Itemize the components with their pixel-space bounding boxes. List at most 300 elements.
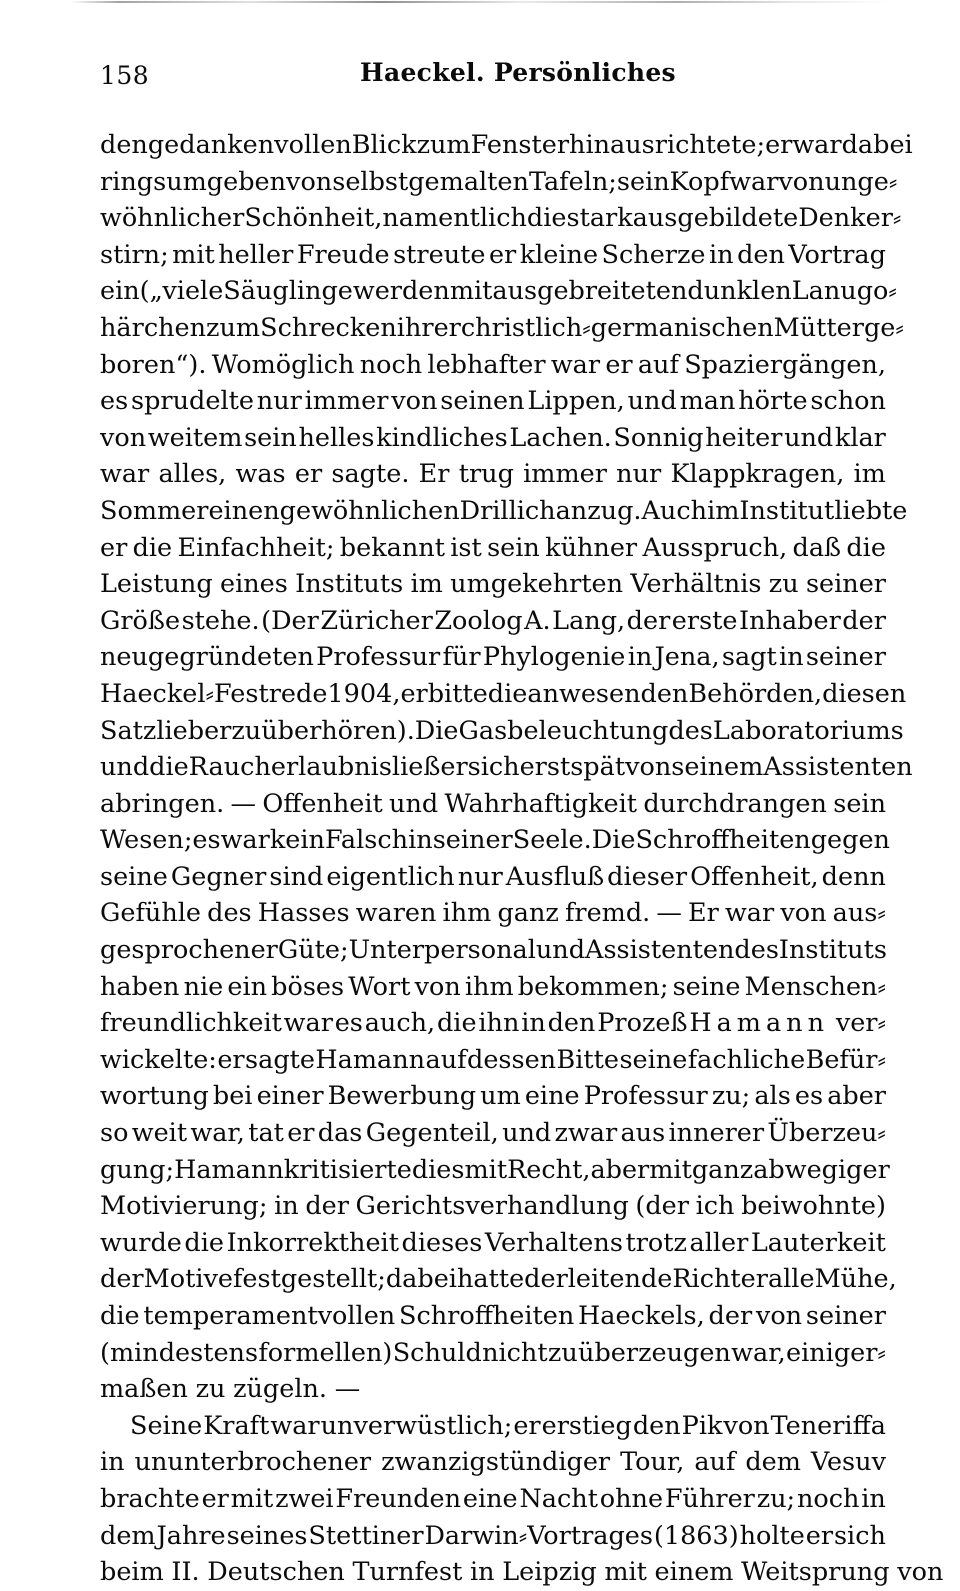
word: Gerichtsverhandlung bbox=[355, 1191, 629, 1222]
word: gesprochener bbox=[100, 935, 278, 966]
word: helles bbox=[298, 422, 375, 453]
word: im bbox=[707, 495, 740, 526]
word: zu; bbox=[711, 1081, 751, 1112]
word: von bbox=[391, 386, 438, 417]
word: der bbox=[305, 1191, 349, 1222]
word: durchdrangen bbox=[643, 788, 827, 819]
word: bitte bbox=[427, 678, 488, 709]
text-line bbox=[100, 310, 904, 347]
word: maßen bbox=[100, 1374, 188, 1405]
word: nicht bbox=[482, 1337, 548, 1368]
word: nie bbox=[183, 971, 224, 1002]
word: einem bbox=[654, 1557, 734, 1588]
text-line bbox=[100, 200, 902, 237]
word bbox=[689, 1005, 834, 1042]
word: seine bbox=[100, 861, 168, 892]
word: Lachen. bbox=[509, 422, 612, 453]
word: seinen bbox=[440, 386, 525, 417]
word: formellen) bbox=[258, 1337, 393, 1368]
running-head bbox=[100, 58, 886, 92]
text-line bbox=[100, 1152, 890, 1189]
word: unge⸗ bbox=[824, 166, 898, 197]
word: dieser bbox=[607, 861, 688, 892]
word: Gegner bbox=[170, 861, 267, 892]
word: des bbox=[207, 898, 252, 929]
word: und bbox=[784, 422, 834, 453]
text-line bbox=[100, 1335, 886, 1372]
word: schon bbox=[810, 386, 886, 417]
word: abwegiger bbox=[753, 1154, 890, 1185]
word: (der bbox=[635, 1191, 689, 1222]
word: ein bbox=[100, 276, 140, 307]
word: von bbox=[778, 166, 825, 197]
word: Hasses bbox=[257, 898, 350, 929]
word: Gegenteil, bbox=[365, 1118, 499, 1149]
word: trotz bbox=[625, 1227, 687, 1258]
word: aber bbox=[827, 1081, 886, 1112]
word: erstieg bbox=[541, 1410, 632, 1441]
word: und bbox=[535, 935, 586, 966]
word: von bbox=[897, 1557, 944, 1588]
word: für bbox=[442, 642, 481, 673]
word: eines bbox=[220, 569, 288, 600]
word: Die bbox=[414, 715, 459, 746]
word: Assistenten bbox=[763, 752, 913, 783]
word: in bbox=[408, 825, 433, 856]
word: fachliche bbox=[687, 1044, 806, 1075]
word: er bbox=[440, 752, 468, 783]
text-line bbox=[100, 493, 908, 530]
text-line bbox=[100, 859, 886, 896]
word: dies bbox=[411, 1154, 465, 1185]
word: — bbox=[334, 1374, 361, 1405]
word: Inhaber bbox=[739, 605, 841, 636]
word: umgekehrten bbox=[450, 569, 624, 600]
word: Instituts bbox=[295, 569, 404, 600]
word: Gasbeleuchtung bbox=[458, 715, 669, 746]
word: war bbox=[100, 459, 150, 490]
word: (1863) bbox=[653, 1520, 739, 1551]
word: tat bbox=[248, 1118, 284, 1149]
word: Einfachheit; bbox=[177, 532, 335, 563]
word: Seine bbox=[130, 1410, 203, 1441]
word: („viele bbox=[139, 276, 224, 307]
word: freundlichkeit bbox=[100, 1008, 282, 1039]
word: der bbox=[842, 605, 886, 636]
word: man bbox=[679, 386, 736, 417]
word: seines bbox=[226, 1520, 308, 1551]
word: immer bbox=[523, 459, 607, 490]
word: lieber bbox=[156, 715, 232, 746]
word: waren bbox=[355, 898, 437, 929]
word: Lauterkeit bbox=[750, 1227, 886, 1258]
word: war, bbox=[190, 1118, 245, 1149]
word: den bbox=[100, 130, 148, 160]
word: er bbox=[605, 349, 633, 380]
word: auf bbox=[637, 349, 679, 380]
word: Nacht bbox=[519, 1483, 598, 1514]
text-line bbox=[100, 1042, 886, 1079]
word: der bbox=[524, 1264, 568, 1295]
word: Schönheit, bbox=[244, 203, 383, 234]
word: von bbox=[414, 971, 461, 1002]
text-line bbox=[100, 1261, 897, 1298]
word: von bbox=[723, 1410, 770, 1441]
word: sprudelte bbox=[131, 386, 254, 417]
word: und bbox=[502, 1118, 552, 1149]
text-line bbox=[100, 932, 886, 969]
text-line bbox=[100, 1444, 886, 1481]
word: Züricher bbox=[320, 605, 433, 636]
word: liebte bbox=[834, 495, 908, 526]
word: Motivierung; bbox=[100, 1191, 268, 1222]
word: Sommer bbox=[100, 495, 209, 526]
word: der bbox=[708, 1301, 753, 1331]
word: dunklen bbox=[687, 276, 792, 307]
word: den bbox=[547, 1008, 596, 1039]
word: aus⸗ bbox=[832, 898, 886, 929]
word: sagt bbox=[721, 642, 777, 673]
text-line bbox=[100, 969, 886, 1006]
word: Jena, bbox=[654, 642, 720, 673]
word: A. bbox=[524, 605, 551, 636]
word: kindliches bbox=[376, 422, 508, 453]
word: in bbox=[861, 1483, 886, 1514]
word: Spaziergängen, bbox=[684, 349, 886, 380]
text-line bbox=[100, 1078, 886, 1115]
word: war, bbox=[731, 1337, 786, 1368]
word: er bbox=[217, 1044, 245, 1075]
word: von bbox=[780, 898, 827, 929]
word: Pik bbox=[681, 1410, 723, 1441]
word: Deutschen bbox=[207, 1557, 345, 1588]
word: eigentlich bbox=[326, 861, 455, 892]
word: kleine bbox=[519, 239, 599, 270]
word: wortung bbox=[100, 1081, 209, 1112]
word: überhören). bbox=[261, 715, 415, 746]
word: stirn; bbox=[100, 239, 169, 270]
word: Blick bbox=[351, 130, 417, 160]
word: erst bbox=[519, 752, 571, 783]
word: Jahre bbox=[156, 1520, 226, 1551]
word: Phylogenie bbox=[482, 642, 626, 673]
word: Mühe, bbox=[814, 1264, 897, 1295]
word: (Der bbox=[261, 605, 319, 636]
word: eine bbox=[524, 1081, 580, 1112]
text-block bbox=[100, 127, 944, 1591]
word: die bbox=[436, 1008, 477, 1039]
text-line bbox=[100, 456, 886, 493]
word: es bbox=[334, 1008, 363, 1039]
word: in bbox=[274, 1191, 299, 1222]
word: seiner bbox=[805, 569, 886, 600]
word: noch bbox=[796, 1483, 860, 1514]
word: in bbox=[779, 642, 804, 673]
word: ge⸗ bbox=[863, 312, 904, 343]
word: alles, bbox=[158, 459, 227, 490]
word: gewöhnlichen bbox=[279, 495, 460, 526]
word: Haeckels, bbox=[578, 1301, 705, 1331]
word: lebhafter bbox=[427, 349, 546, 380]
word: war bbox=[220, 825, 270, 856]
word: immer bbox=[304, 386, 389, 417]
word: 1904, bbox=[327, 678, 401, 709]
word: sein bbox=[487, 532, 540, 563]
word: kritisierte bbox=[283, 1154, 412, 1185]
word: seine bbox=[672, 971, 741, 1002]
word: und bbox=[627, 386, 677, 417]
text-line bbox=[100, 639, 886, 676]
word: Ausspruch, bbox=[642, 532, 788, 563]
word: er bbox=[488, 239, 517, 270]
word: rings bbox=[100, 166, 167, 197]
word: mit bbox=[649, 1154, 692, 1185]
word: Fenster bbox=[470, 130, 570, 160]
word: gung; bbox=[100, 1154, 175, 1185]
word: Motive bbox=[143, 1264, 233, 1295]
word: Stettiner bbox=[308, 1520, 424, 1551]
word: Denker⸗ bbox=[798, 203, 902, 234]
word: bekannt bbox=[339, 532, 445, 563]
word: so bbox=[100, 1118, 129, 1149]
word: einiger⸗ bbox=[786, 1337, 886, 1368]
word: Leistung bbox=[100, 569, 213, 600]
word: seinem bbox=[671, 752, 764, 783]
word: Falsch bbox=[324, 825, 409, 856]
word: Richter bbox=[672, 1264, 768, 1295]
word: weit bbox=[131, 1118, 188, 1149]
word: seine bbox=[619, 1044, 688, 1075]
word: zügeln. bbox=[233, 1374, 328, 1405]
word: von bbox=[286, 166, 333, 197]
word: umgeben bbox=[166, 166, 287, 197]
word: leitende bbox=[567, 1264, 673, 1295]
word: hörte bbox=[738, 386, 808, 417]
text-line bbox=[100, 1518, 886, 1555]
word: ganz bbox=[497, 898, 559, 929]
word: Sonnig bbox=[613, 422, 704, 453]
word: ließ bbox=[391, 752, 441, 783]
word: den bbox=[737, 239, 785, 270]
word: die bbox=[846, 532, 886, 563]
word: auf bbox=[694, 1447, 736, 1478]
word: stark bbox=[566, 203, 633, 234]
word: die bbox=[132, 532, 173, 563]
word: Wort bbox=[348, 971, 411, 1002]
word: holte bbox=[739, 1520, 805, 1551]
word: Freude bbox=[296, 239, 390, 270]
text-line bbox=[100, 1481, 886, 1518]
word: zwar bbox=[554, 1118, 618, 1149]
word: und bbox=[389, 788, 439, 819]
word: Auch bbox=[641, 495, 708, 526]
text-line bbox=[100, 347, 886, 384]
word: in bbox=[709, 239, 734, 270]
word: christlich⸗germanischen bbox=[460, 312, 774, 343]
word: Schroffheiten bbox=[399, 1301, 575, 1331]
word: im bbox=[853, 459, 886, 490]
word: er bbox=[287, 1118, 315, 1149]
word: dabei bbox=[385, 1264, 457, 1295]
word: aus bbox=[620, 1118, 666, 1149]
word: er bbox=[765, 130, 793, 160]
word: in bbox=[100, 1447, 125, 1478]
word: wurde bbox=[100, 1227, 182, 1258]
text-line bbox=[100, 1298, 886, 1335]
word: sind bbox=[269, 861, 324, 892]
word: zu bbox=[195, 1374, 226, 1405]
word: härchen bbox=[100, 312, 207, 343]
word: Schrecken bbox=[260, 312, 397, 343]
word: Haeckel⸗Festrede bbox=[100, 678, 328, 709]
word: die bbox=[526, 203, 567, 234]
word: Institut bbox=[739, 495, 835, 526]
word: erste bbox=[671, 605, 738, 636]
word: einer bbox=[256, 1081, 324, 1112]
word: ein bbox=[227, 971, 268, 1002]
word: die bbox=[100, 1301, 140, 1331]
word: zum bbox=[206, 312, 261, 343]
word: hinausrichtete; bbox=[569, 130, 766, 160]
word: er bbox=[400, 678, 428, 709]
word: um bbox=[480, 1081, 521, 1112]
word: werden bbox=[352, 276, 450, 307]
word: seiner bbox=[805, 642, 886, 673]
word: Wesen; bbox=[100, 825, 193, 856]
text-line bbox=[100, 1371, 886, 1408]
word: Laboratoriums bbox=[712, 715, 904, 746]
word: den bbox=[632, 1410, 681, 1441]
word: ununterbrochener bbox=[134, 1447, 372, 1478]
text-line bbox=[100, 1005, 886, 1042]
word: gedankenvollen bbox=[147, 130, 352, 160]
word: war bbox=[729, 166, 779, 197]
word: spät bbox=[570, 752, 626, 783]
word: was bbox=[235, 459, 286, 490]
word: war bbox=[283, 1008, 333, 1039]
word: Womöglich bbox=[211, 349, 355, 380]
word: Bitte bbox=[556, 1044, 620, 1075]
word: aller bbox=[689, 1227, 749, 1258]
word: Wahrhaftigkeit bbox=[444, 788, 638, 819]
word: — bbox=[656, 898, 682, 929]
text-line bbox=[100, 420, 886, 457]
word: kühner bbox=[545, 532, 638, 563]
word: Verhaltens bbox=[484, 1227, 623, 1258]
word: Raucherlaubnis bbox=[188, 752, 392, 783]
page-number: 158 bbox=[100, 61, 150, 90]
word: Die bbox=[591, 825, 636, 856]
word: auch, bbox=[364, 1008, 436, 1039]
word: war bbox=[550, 349, 601, 380]
word: zu; bbox=[756, 1483, 796, 1514]
running-head-title: Haeckel. Persönliches bbox=[360, 58, 676, 87]
word: festgestellt; bbox=[232, 1264, 386, 1295]
text-line bbox=[100, 1225, 886, 1262]
word: ihm bbox=[442, 898, 492, 929]
word: und bbox=[100, 752, 150, 783]
word: sein bbox=[616, 166, 670, 197]
word: Güte; bbox=[277, 935, 349, 966]
word: ihn bbox=[478, 1008, 520, 1039]
word: Befür⸗ bbox=[805, 1044, 886, 1075]
word: Seele. bbox=[512, 825, 592, 856]
word: Er bbox=[418, 459, 450, 490]
word: Professur bbox=[316, 642, 441, 673]
text-line bbox=[100, 895, 886, 932]
word: Recht, bbox=[507, 1154, 591, 1185]
word: Zoolog bbox=[434, 605, 523, 636]
word: war bbox=[270, 1410, 320, 1441]
word: zu bbox=[231, 715, 262, 746]
word: namentlich bbox=[382, 203, 527, 234]
word: hatte bbox=[456, 1264, 525, 1295]
word: Schroffheiten bbox=[635, 825, 811, 856]
word: Verhältnis bbox=[630, 569, 762, 600]
word: mit bbox=[449, 276, 493, 307]
word: Lang, bbox=[552, 605, 626, 636]
word: temperamentvollen bbox=[143, 1301, 396, 1331]
text-line bbox=[100, 566, 886, 603]
word: sein bbox=[833, 788, 886, 819]
word: nur bbox=[616, 459, 662, 490]
word: eine bbox=[462, 1483, 518, 1514]
word: neugegründeten bbox=[100, 642, 314, 673]
word: wöhnlicher bbox=[100, 203, 245, 234]
word: — bbox=[230, 788, 257, 819]
word: ausgebildete bbox=[632, 203, 799, 234]
word: dem bbox=[745, 1447, 801, 1478]
word: überzeugen bbox=[578, 1337, 731, 1368]
word: zwanzigstündiger bbox=[381, 1447, 611, 1478]
word: Kopf bbox=[669, 166, 730, 197]
word: als bbox=[754, 1081, 791, 1112]
word: zwei bbox=[275, 1483, 334, 1514]
word: Instituts bbox=[778, 935, 887, 966]
scan-artifact-top-edge bbox=[70, 1, 890, 3]
word: Führer bbox=[664, 1483, 755, 1514]
word: zu bbox=[768, 569, 799, 600]
word: Tafeln; bbox=[528, 166, 617, 197]
word: Säuglinge bbox=[223, 276, 353, 307]
word: Er bbox=[688, 898, 719, 929]
word: war bbox=[724, 898, 775, 929]
word: daß bbox=[792, 532, 842, 563]
word: ihrer bbox=[396, 312, 461, 343]
text-line bbox=[100, 676, 907, 713]
word: Klappkragen, bbox=[670, 459, 845, 490]
word: Schuld bbox=[392, 1337, 482, 1368]
word: ihm bbox=[464, 971, 514, 1002]
word: zum bbox=[416, 130, 471, 160]
word: Kraft bbox=[203, 1410, 270, 1441]
word: Offenheit bbox=[262, 788, 383, 819]
word: Drillichanzug. bbox=[459, 495, 642, 526]
word: weitem bbox=[147, 422, 243, 453]
word: böses bbox=[271, 971, 345, 1002]
emphasized-name: Hamann bbox=[689, 1008, 829, 1039]
word: Ausfluß bbox=[505, 861, 605, 892]
word: er bbox=[805, 1520, 834, 1551]
word: die bbox=[149, 752, 189, 783]
word: einen bbox=[208, 495, 280, 526]
word: es bbox=[192, 825, 221, 856]
word: fremd. bbox=[564, 898, 651, 929]
word: Scherze bbox=[601, 239, 706, 270]
word: alle bbox=[767, 1264, 815, 1295]
text-line bbox=[100, 1188, 886, 1225]
word: beim bbox=[100, 1557, 164, 1588]
